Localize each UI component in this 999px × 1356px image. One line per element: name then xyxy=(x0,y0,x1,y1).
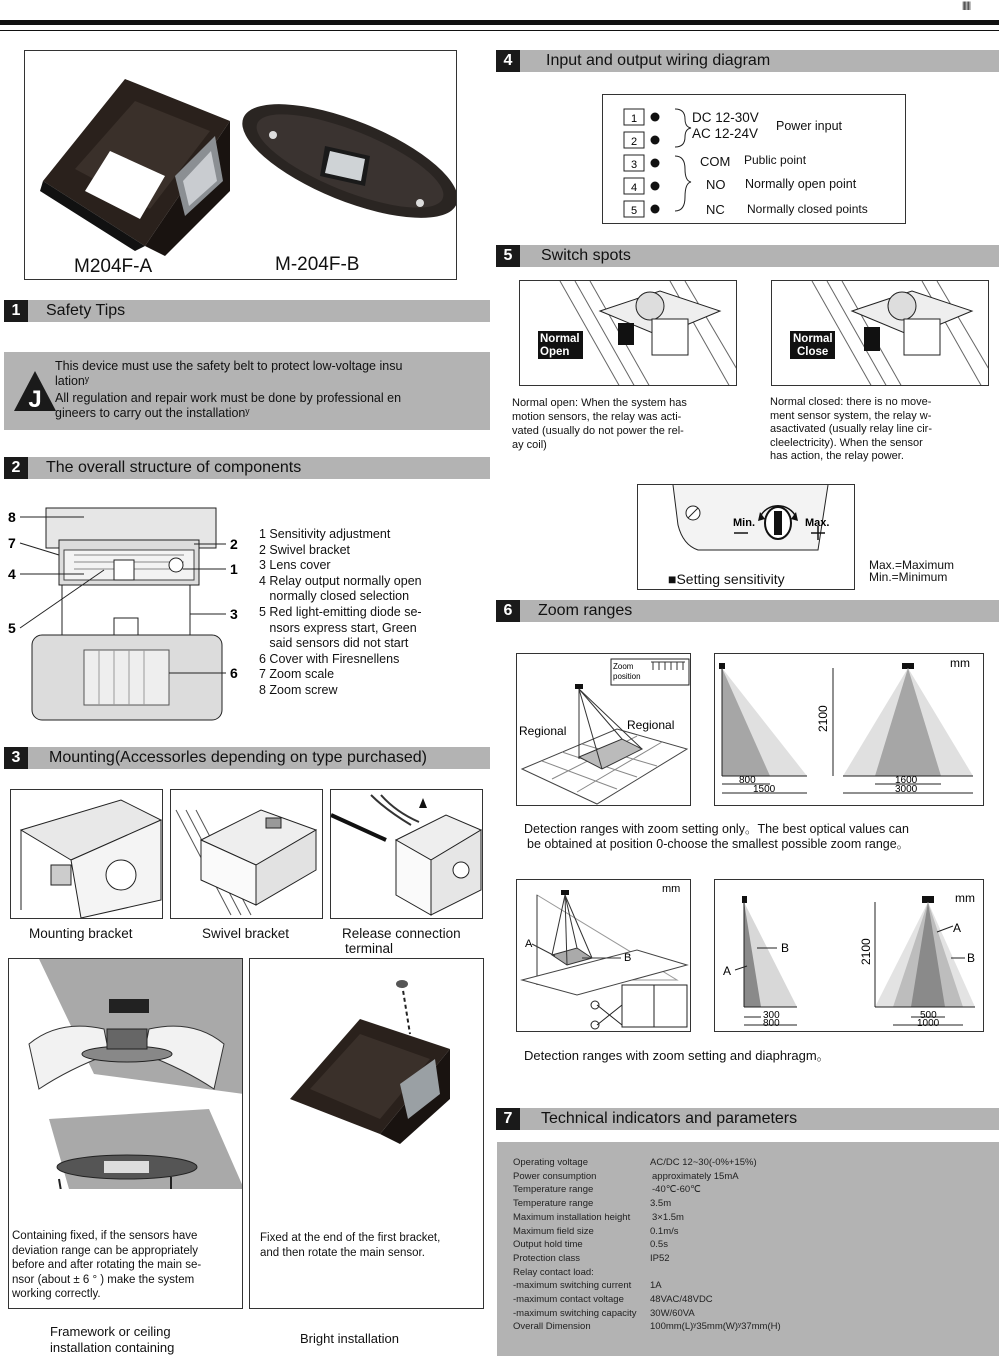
wiring-nc: NC xyxy=(706,202,725,217)
bright-install-panel xyxy=(249,958,484,1309)
param-name: -maximum switching current xyxy=(513,1280,632,1292)
structure-item: 8 Zoom screw xyxy=(259,682,338,697)
dist-800: 800 xyxy=(739,775,756,786)
normal-close-line: cleelectricity). When the sensor xyxy=(770,436,923,449)
param-name: Output hold time xyxy=(513,1239,583,1251)
param-row xyxy=(513,1211,684,1225)
param-name: Overall Dimension xyxy=(513,1321,591,1333)
section-3-title: Mounting(Accessorles depending on type purchased) xyxy=(49,749,428,766)
section-7-header xyxy=(496,1108,999,1130)
param-name: -maximum contact voltage xyxy=(513,1294,624,1305)
section-5-number: 5 xyxy=(496,245,520,267)
param-row xyxy=(513,1320,781,1334)
section-2-number: 2 xyxy=(4,457,28,479)
normal-open-line: vated (usually do not power the rel- xyxy=(512,425,684,437)
zoom-range-chart xyxy=(714,653,984,806)
param-value: IP52 xyxy=(650,1252,670,1264)
param-value: 3.5m xyxy=(650,1198,672,1210)
param-value: 0.5s xyxy=(650,1239,668,1251)
structure-label-8: 8 xyxy=(8,509,16,525)
param-row xyxy=(513,1170,739,1184)
sensitivity-max: Max. xyxy=(805,517,830,529)
structure-item: normally closed selection xyxy=(259,589,410,604)
wiring-no-desc: Normally open point xyxy=(745,177,857,191)
normal-open-image xyxy=(519,280,737,386)
param-name: Maximum field size xyxy=(513,1225,594,1237)
section-1-title: Safety Tips xyxy=(46,302,126,319)
safety-line-1: This device must use the safety belt to protect low-voltage insu xyxy=(55,359,403,373)
section-2-title: The overall structure of components xyxy=(46,459,302,476)
ceiling-text-line: Containing fixed, if the sensors have xyxy=(12,1230,198,1242)
structure-item: nsors express start, Green xyxy=(259,620,417,635)
param-name: Maximum installation height xyxy=(513,1211,631,1223)
structure-label-5: 5 xyxy=(8,620,16,636)
param-name: Temperature range xyxy=(513,1198,594,1210)
param-value: -40℃-60℃ xyxy=(652,1184,701,1196)
height-2100: 2100 xyxy=(816,705,830,732)
param-row xyxy=(513,1183,701,1197)
param-name: Power consumption xyxy=(513,1170,597,1182)
height-2100-2: 2100 xyxy=(859,938,873,965)
param-row xyxy=(513,1279,662,1293)
label-a: A xyxy=(525,938,533,950)
section-3-header xyxy=(4,747,490,769)
structure-item: 1 Sensitivity adjustment xyxy=(259,527,391,541)
structure-list xyxy=(259,527,422,699)
normal-open-line: motion sensors, the relay was acti- xyxy=(512,411,682,423)
bright-text-line: and then rotate the main sensor. xyxy=(260,1247,425,1259)
section-4-number: 4 xyxy=(496,50,520,72)
regional-left: Regional xyxy=(519,724,567,738)
sensitivity-min: Min. xyxy=(733,517,755,529)
release-terminal-image xyxy=(330,789,483,919)
wiring-diagram xyxy=(602,94,906,224)
normal-close-line: ment sensor system, the relay w- xyxy=(770,409,932,422)
structure-label-6: 6 xyxy=(230,665,238,681)
structure-label-1: 1 xyxy=(230,561,238,577)
caption-release-terminal: Release connection xyxy=(342,926,461,941)
caption-framework-ceiling: Framework or ceiling xyxy=(50,1324,171,1339)
structure-item: 7 Zoom scale xyxy=(259,667,335,682)
zoom-pos-1: Zoom xyxy=(613,662,634,671)
zoom-perspective-image xyxy=(516,653,691,806)
ceiling-install-text xyxy=(12,1229,201,1302)
zoom-unit-3: mm xyxy=(955,891,975,905)
normal-close-line: Normal closed: there is no move- xyxy=(770,396,932,408)
structure-item: 6 Cover with Firesnellens xyxy=(259,651,400,666)
ceiling-text-line: deviation range can be appropriately xyxy=(12,1244,199,1257)
section-6-title: Zoom ranges xyxy=(538,602,633,619)
zoom-unit: mm xyxy=(950,656,970,670)
normal-close-line: asactivated (usually relay line cir- xyxy=(770,423,933,435)
warning-icon xyxy=(12,369,58,413)
caption-framework-ceiling-2: installation containing xyxy=(50,1340,175,1355)
param-row xyxy=(513,1156,757,1170)
param-name: -maximum switching capacity xyxy=(513,1307,637,1319)
diaphragm-range-chart xyxy=(714,879,984,1032)
legend-max: Max.=Maximum xyxy=(869,558,955,572)
swivel-bracket-image xyxy=(170,789,323,919)
normal-close-line: has action, the relay power. xyxy=(770,450,904,462)
safety-panel xyxy=(4,352,490,430)
terminal-4: 4 xyxy=(630,182,638,194)
caption-bright-install: Bright installation xyxy=(300,1331,399,1346)
bright-install-image xyxy=(250,959,484,1159)
structure-label-7: 7 xyxy=(8,535,16,551)
normal-close-badge-1: Normal xyxy=(793,333,833,345)
dist-1000: 1000 xyxy=(917,1018,940,1029)
param-row xyxy=(513,1266,594,1280)
regional-right: Regional xyxy=(627,718,675,732)
ceiling-text-line: before and after rotating the main se- xyxy=(12,1259,202,1271)
param-name: Protection class xyxy=(513,1252,581,1264)
label-a-2: A xyxy=(723,964,732,978)
zoom-caption-2: Detection ranges with zoom setting and diaphragm。 xyxy=(524,1048,830,1063)
section-6-header xyxy=(496,600,999,622)
normal-open-badge-1: Normal xyxy=(540,333,580,345)
structure-item: 5 Red light-emitting diode se- xyxy=(259,604,422,619)
param-value: 100mm(L)ʸ35mm(W)ʸ37mm(H) xyxy=(650,1321,781,1333)
section-1-number: 1 xyxy=(4,300,28,322)
structure-item: 4 Relay output normally open xyxy=(259,573,422,588)
section-3-number: 3 xyxy=(4,747,28,769)
normal-open-line: ay coil) xyxy=(512,439,547,451)
wiring-ac: AC 12-24V xyxy=(692,126,759,141)
param-name: Relay contact load: xyxy=(513,1266,594,1278)
section-6-number: 6 xyxy=(496,600,520,622)
terminal-3: 3 xyxy=(630,159,638,171)
structure-item: 3 Lens cover xyxy=(259,558,331,573)
model-a-label: M204F-A xyxy=(74,256,153,277)
wiring-dc: DC 12-30V xyxy=(692,110,759,125)
structure-diagram xyxy=(4,500,254,725)
section-7-title: Technical indicators and parameters xyxy=(541,1110,798,1127)
param-row xyxy=(513,1293,713,1307)
warning-icon-letter: J xyxy=(28,386,42,413)
mounting-bracket-image xyxy=(10,789,163,919)
label-b-3: B xyxy=(967,951,976,965)
structure-item: 2 Swivel bracket xyxy=(259,542,351,557)
structure-label-2: 2 xyxy=(230,536,238,552)
structure-item: said sensors did not start xyxy=(259,636,409,651)
wiring-power-input: Power input xyxy=(776,119,843,133)
param-row xyxy=(513,1197,672,1211)
normal-close-badge-2: Close xyxy=(797,346,829,358)
sensitivity-caption: ■Setting sensitivity xyxy=(668,571,785,587)
param-row xyxy=(513,1307,695,1321)
section-7-number: 7 xyxy=(496,1108,520,1130)
product-photo xyxy=(25,51,457,280)
param-value: AC/DC 12~30(-0%+15%) xyxy=(650,1157,757,1168)
ceiling-text-line: nsor (about ± 6 ° ) make the system xyxy=(12,1273,195,1286)
param-row xyxy=(513,1225,679,1239)
zoom-caption-1b: be obtained at position 0-choose the smallest possible zoom range。 xyxy=(527,837,910,851)
section-4-title: Input and output wiring diagram xyxy=(546,52,771,69)
zoom-unit-2: mm xyxy=(662,883,681,895)
caption-release-terminal-2: terminal xyxy=(345,941,394,956)
params-panel xyxy=(497,1142,999,1356)
normal-close-image xyxy=(771,280,989,386)
param-name: Temperature range xyxy=(513,1184,594,1196)
normal-close-text xyxy=(770,396,932,464)
top-rule xyxy=(0,20,999,25)
dist-3000: 3000 xyxy=(895,784,918,795)
section-5-title: Switch spots xyxy=(541,247,631,264)
section-4-header xyxy=(496,50,999,72)
wiring-nc-desc: Normally closed points xyxy=(747,202,868,216)
section-2-header xyxy=(4,457,490,479)
param-value: 3×1.5m xyxy=(652,1211,684,1223)
top-rule-thin xyxy=(0,30,999,31)
caption-swivel-bracket: Swivel bracket xyxy=(202,926,290,941)
bright-text-line: Fixed at the end of the first bracket, xyxy=(260,1232,441,1244)
normal-open-badge-2: Open xyxy=(540,346,570,358)
terminal-2: 2 xyxy=(630,136,638,148)
corner-mark: |||||| xyxy=(962,0,971,10)
safety-line-4: gineers to carry out the installationʸ xyxy=(55,406,250,420)
wiring-com: COM xyxy=(700,154,731,169)
ceiling-text-line: working correctly. xyxy=(12,1288,101,1300)
zoom-pos-2: position xyxy=(613,672,641,681)
model-b-label: M-204F-B xyxy=(275,254,360,275)
dist-500: 500 xyxy=(920,1010,937,1021)
param-value: 30W/60VA xyxy=(650,1307,695,1319)
normal-open-text xyxy=(512,396,687,452)
section-5-header xyxy=(496,245,999,267)
dist-1600: 1600 xyxy=(895,775,918,786)
terminal-5: 5 xyxy=(630,205,638,217)
ceiling-install-image xyxy=(9,959,243,1189)
structure-label-4: 4 xyxy=(8,566,16,582)
wiring-no: NO xyxy=(706,177,726,192)
param-value: 48VAC/48VDC xyxy=(650,1294,713,1305)
section-1-header xyxy=(4,300,490,322)
label-b-2: B xyxy=(781,941,790,955)
safety-line-2: lationʸ xyxy=(55,374,89,388)
zoom-caption-1a: Detection ranges with zoom setting only。The best optical values can xyxy=(524,822,909,836)
params-table xyxy=(513,1156,993,1351)
dist-800b: 800 xyxy=(763,1018,780,1029)
param-value: 1A xyxy=(650,1280,662,1292)
ceiling-install-panel xyxy=(8,958,243,1309)
param-value: approximately 15mA xyxy=(652,1170,739,1182)
diaphragm-perspective-image xyxy=(516,879,691,1032)
label-b: B xyxy=(624,952,632,964)
param-name: Operating voltage xyxy=(513,1157,588,1168)
sensitivity-panel xyxy=(637,484,855,590)
structure-label-3: 3 xyxy=(230,606,238,622)
wiring-com-desc: Public point xyxy=(744,153,807,167)
dist-1500: 1500 xyxy=(753,784,776,795)
caption-mounting-bracket: Mounting bracket xyxy=(29,926,133,941)
safety-line-3: All regulation and repair work must be done by professional en xyxy=(55,391,402,405)
param-row xyxy=(513,1252,670,1266)
dist-300: 300 xyxy=(763,1010,780,1021)
label-a-3: A xyxy=(953,921,962,935)
param-value: 0.1m/s xyxy=(650,1225,679,1237)
param-row xyxy=(513,1238,668,1252)
terminal-1: 1 xyxy=(630,113,638,125)
product-photo-frame xyxy=(24,50,457,280)
normal-open-line: Normal open: When the system has xyxy=(512,397,687,409)
bright-install-text xyxy=(260,1231,440,1261)
legend-min: Min.=Minimum xyxy=(869,570,948,584)
